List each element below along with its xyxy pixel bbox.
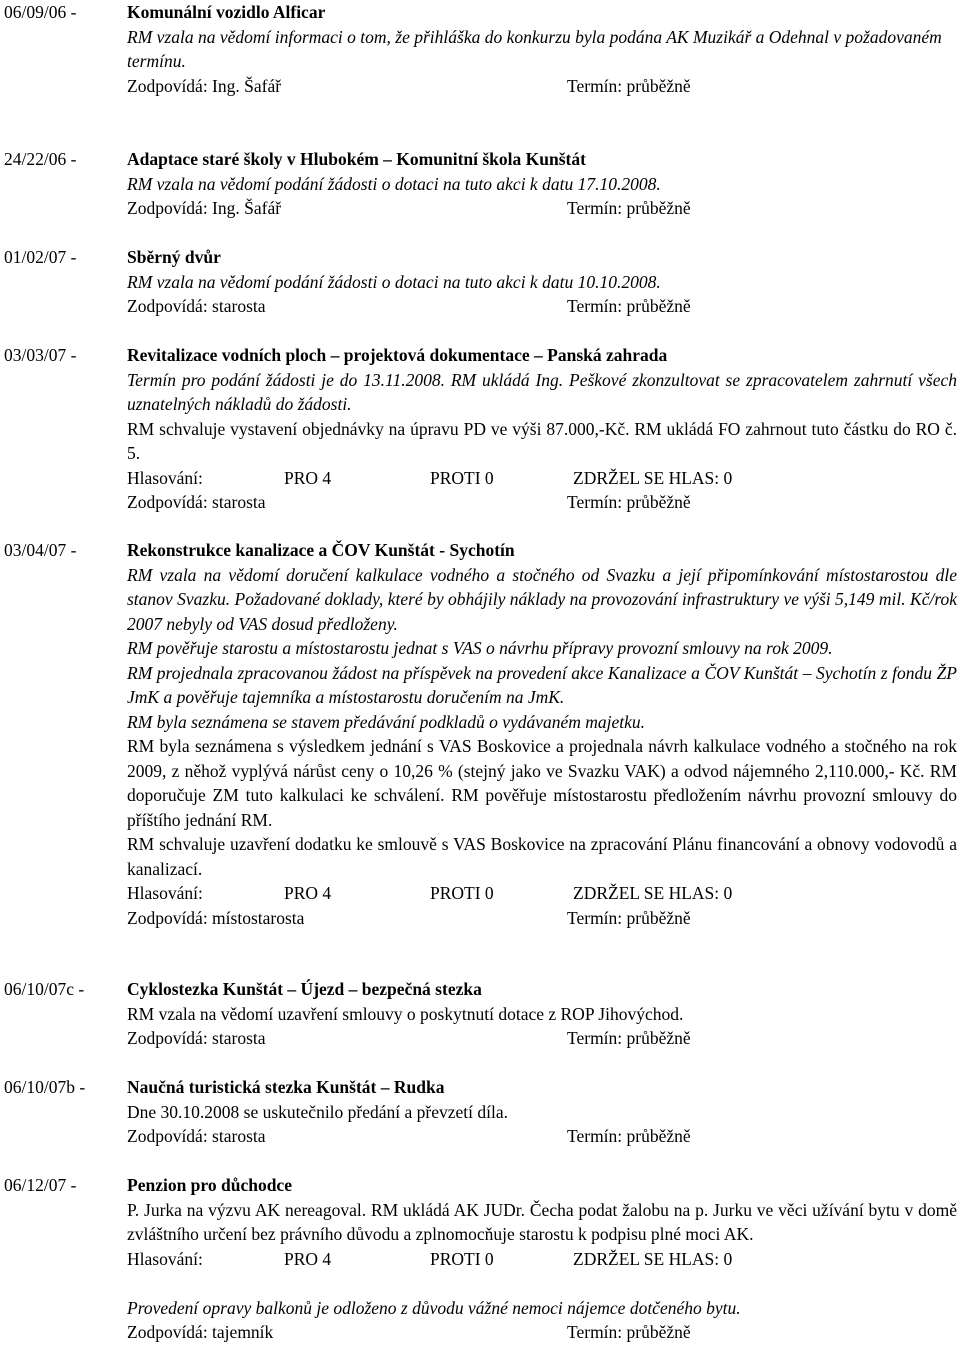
vote-row (127, 881, 957, 906)
item-code: 06/10/07c - (4, 979, 85, 999)
item-code: 01/02/07 - (4, 247, 77, 267)
vote-abstain: ZDRŽEL SE HLAS: 0 (573, 1248, 733, 1269)
vote-abstain: ZDRŽEL SE HLAS: 0 (573, 883, 733, 903)
responsibility-row (127, 1320, 957, 1345)
item-text: Dne 30.10.2008 se uskutečnilo předání a převzetí díla. (127, 1101, 509, 1122)
vote-pro: PRO 4 (284, 1248, 332, 1269)
item-text: Termín pro podání žádosti je do 13.11.2008. RM ukládá Ing. Peškové zkonzultovat se zpracovatelem zahrnutí všech uznatelných nákladů do žádosti. (127, 369, 957, 414)
item-title: Revitalizace vodních ploch – projektová dokumentace – Panská zahrada (127, 345, 668, 365)
responsible-person: Zodpovídá: Ing. Šafář (127, 198, 282, 218)
item-text: RM vzala na vědomí podání žádosti o dotaci na tuto akci k datu 10.10.2008. (127, 271, 661, 292)
item-body (127, 343, 957, 515)
item-text: RM vzala na vědomí doručení kalkulace vodného a stočného od Svazku a její připomínkování místostarostou dle stanov Svazku. Požadované doklady, které by obhájily náklady na provozování infrastruktury ve výši 5,149 mil. Kč/rok 2007 nebyly od VAS dosud předloženy. (127, 564, 957, 634)
responsible-person: Zodpovídá: starosta (127, 1126, 266, 1146)
responsible-person: Zodpovídá: starosta (127, 296, 266, 316)
vote-label: Hlasování: (127, 1248, 203, 1269)
vote-proti: PROTI 0 (430, 883, 494, 903)
deadline: Termín: průběžně (567, 492, 691, 512)
deadline: Termín: průběžně (567, 296, 691, 316)
item-code: 24/22/06 - (4, 149, 77, 169)
vote-label: Hlasování: (127, 883, 203, 903)
deadline: Termín: průběžně (567, 1322, 691, 1342)
item-title: Sběrný dvůr (127, 247, 221, 267)
deadline: Termín: průběžně (567, 75, 691, 96)
item-text: Provedení opravy balkonů je odloženo z důvodu vážné nemoci nájemce dotčeného bytu. (127, 1297, 741, 1318)
item-body (127, 1075, 957, 1149)
item-title: Penzion pro důchodce (127, 1175, 292, 1195)
item-code: 06/12/07 - (4, 1175, 77, 1195)
vote-pro: PRO 4 (284, 883, 332, 903)
vote-label: Hlasování: (127, 467, 203, 488)
responsible-person: Zodpovídá: Ing. Šafář (127, 75, 282, 96)
item-text: RM vzala na vědomí informaci o tom, že přihláška do konkurzu byla podána AK Muzikář a Odehnal v požadovaném termínu. (127, 26, 942, 71)
item-text: RM schvaluje uzavření dodatku ke smlouvě s VAS Boskovice na zpracování Plánu financování a obnovy vodovodů a kanalizací. (127, 834, 957, 879)
responsibility-row (127, 196, 957, 221)
deadline: Termín: průběžně (567, 907, 691, 928)
item-body (127, 538, 957, 930)
item-body (127, 1173, 957, 1345)
vote-proti: PROTI 0 (430, 1248, 494, 1269)
responsibility-row (127, 906, 957, 931)
item-text: P. Jurka na výzvu AK nereagoval. RM ukládá AK JUDr. Čecha podat žalobu na p. Jurku ve věci užívání bytu v domě zvláštního určení bez právního důvodu a zplnomocňuje starostu k podpisu plné moci AK. (127, 1199, 957, 1244)
item-body (127, 147, 957, 221)
item-body (127, 0, 957, 98)
responsibility-row (127, 294, 957, 319)
item-code: 06/09/06 - (4, 2, 77, 22)
item-code: 03/03/07 - (4, 345, 77, 365)
item-text: RM vzala na vědomí podání žádosti o dotaci na tuto akci k datu 17.10.2008. (127, 173, 661, 194)
responsibility-row (127, 74, 957, 99)
vote-row (127, 466, 957, 491)
vote-abstain: ZDRŽEL SE HLAS: 0 (573, 467, 733, 488)
responsibility-row (127, 1026, 957, 1051)
responsible-person: Zodpovídá: starosta (127, 492, 266, 512)
responsible-person: Zodpovídá: tajemník (127, 1322, 274, 1342)
item-text: RM vzala na vědomí uzavření smlouvy o poskytnutí dotace z ROP Jihovýchod. (127, 1003, 684, 1024)
item-title: Cyklostezka Kunštát – Újezd – bezpečná stezka (127, 979, 482, 999)
vote-pro: PRO 4 (284, 467, 332, 488)
item-title: Adaptace staré školy v Hlubokém – Komunitní škola Kunštát (127, 149, 586, 169)
item-title: Rekonstrukce kanalizace a ČOV Kunštát - Sychotín (127, 540, 515, 560)
item-code: 06/10/07b - (4, 1077, 86, 1097)
responsible-person: Zodpovídá: místostarosta (127, 907, 305, 928)
item-code: 03/04/07 - (4, 540, 77, 560)
spacer (127, 1271, 957, 1296)
vote-proti: PROTI 0 (430, 467, 494, 488)
item-title: Komunální vozidlo Alficar (127, 2, 326, 22)
item-body (127, 245, 957, 319)
item-text: RM schvaluje vystavení objednávky na úpravu PD ve výši 87.000,-Kč. RM ukládá FO zahrnout tuto částku do RO č. 5. (127, 418, 957, 463)
responsibility-row (127, 490, 957, 515)
item-body (127, 977, 957, 1051)
item-text: RM projednala zpracovanou žádost na příspěvek na provedení akce Kanalizace a ČOV Kunštát – Sychotín z fondu ŽP JmK a pověřuje tajemníka a místostarostu doručením na JmK. (127, 662, 957, 707)
deadline: Termín: průběžně (567, 1028, 691, 1048)
responsible-person: Zodpovídá: starosta (127, 1028, 266, 1048)
responsibility-row (127, 1124, 957, 1149)
item-title: Naučná turistická stezka Kunštát – Rudka (127, 1077, 445, 1097)
deadline: Termín: průběžně (567, 198, 691, 218)
item-text: RM byla seznámena s výsledkem jednání s VAS Boskovice a projednala návrh kalkulace vodného a stočného na rok 2009, z něhož vyplývá nárůst ceny o 10,26 % (stejný jako ve Svazku VAK) a odvod nájemného 2,110.000,- Kč. RM doporučuje ZM tuto kalkulaci ke schválení. RM pověřuje místostarostu předložením návrhu provozní smlouvy do příštího jednání RM. (127, 736, 957, 830)
deadline: Termín: průběžně (567, 1126, 691, 1146)
vote-row (127, 1247, 957, 1272)
item-text: RM pověřuje starostu a místostarostu jednat s VAS o návrhu přípravy provozní smlouvy na rok 2009. (127, 638, 833, 658)
item-text: RM byla seznámena se stavem předávání podkladů o vydávaném majetku. (127, 711, 646, 732)
